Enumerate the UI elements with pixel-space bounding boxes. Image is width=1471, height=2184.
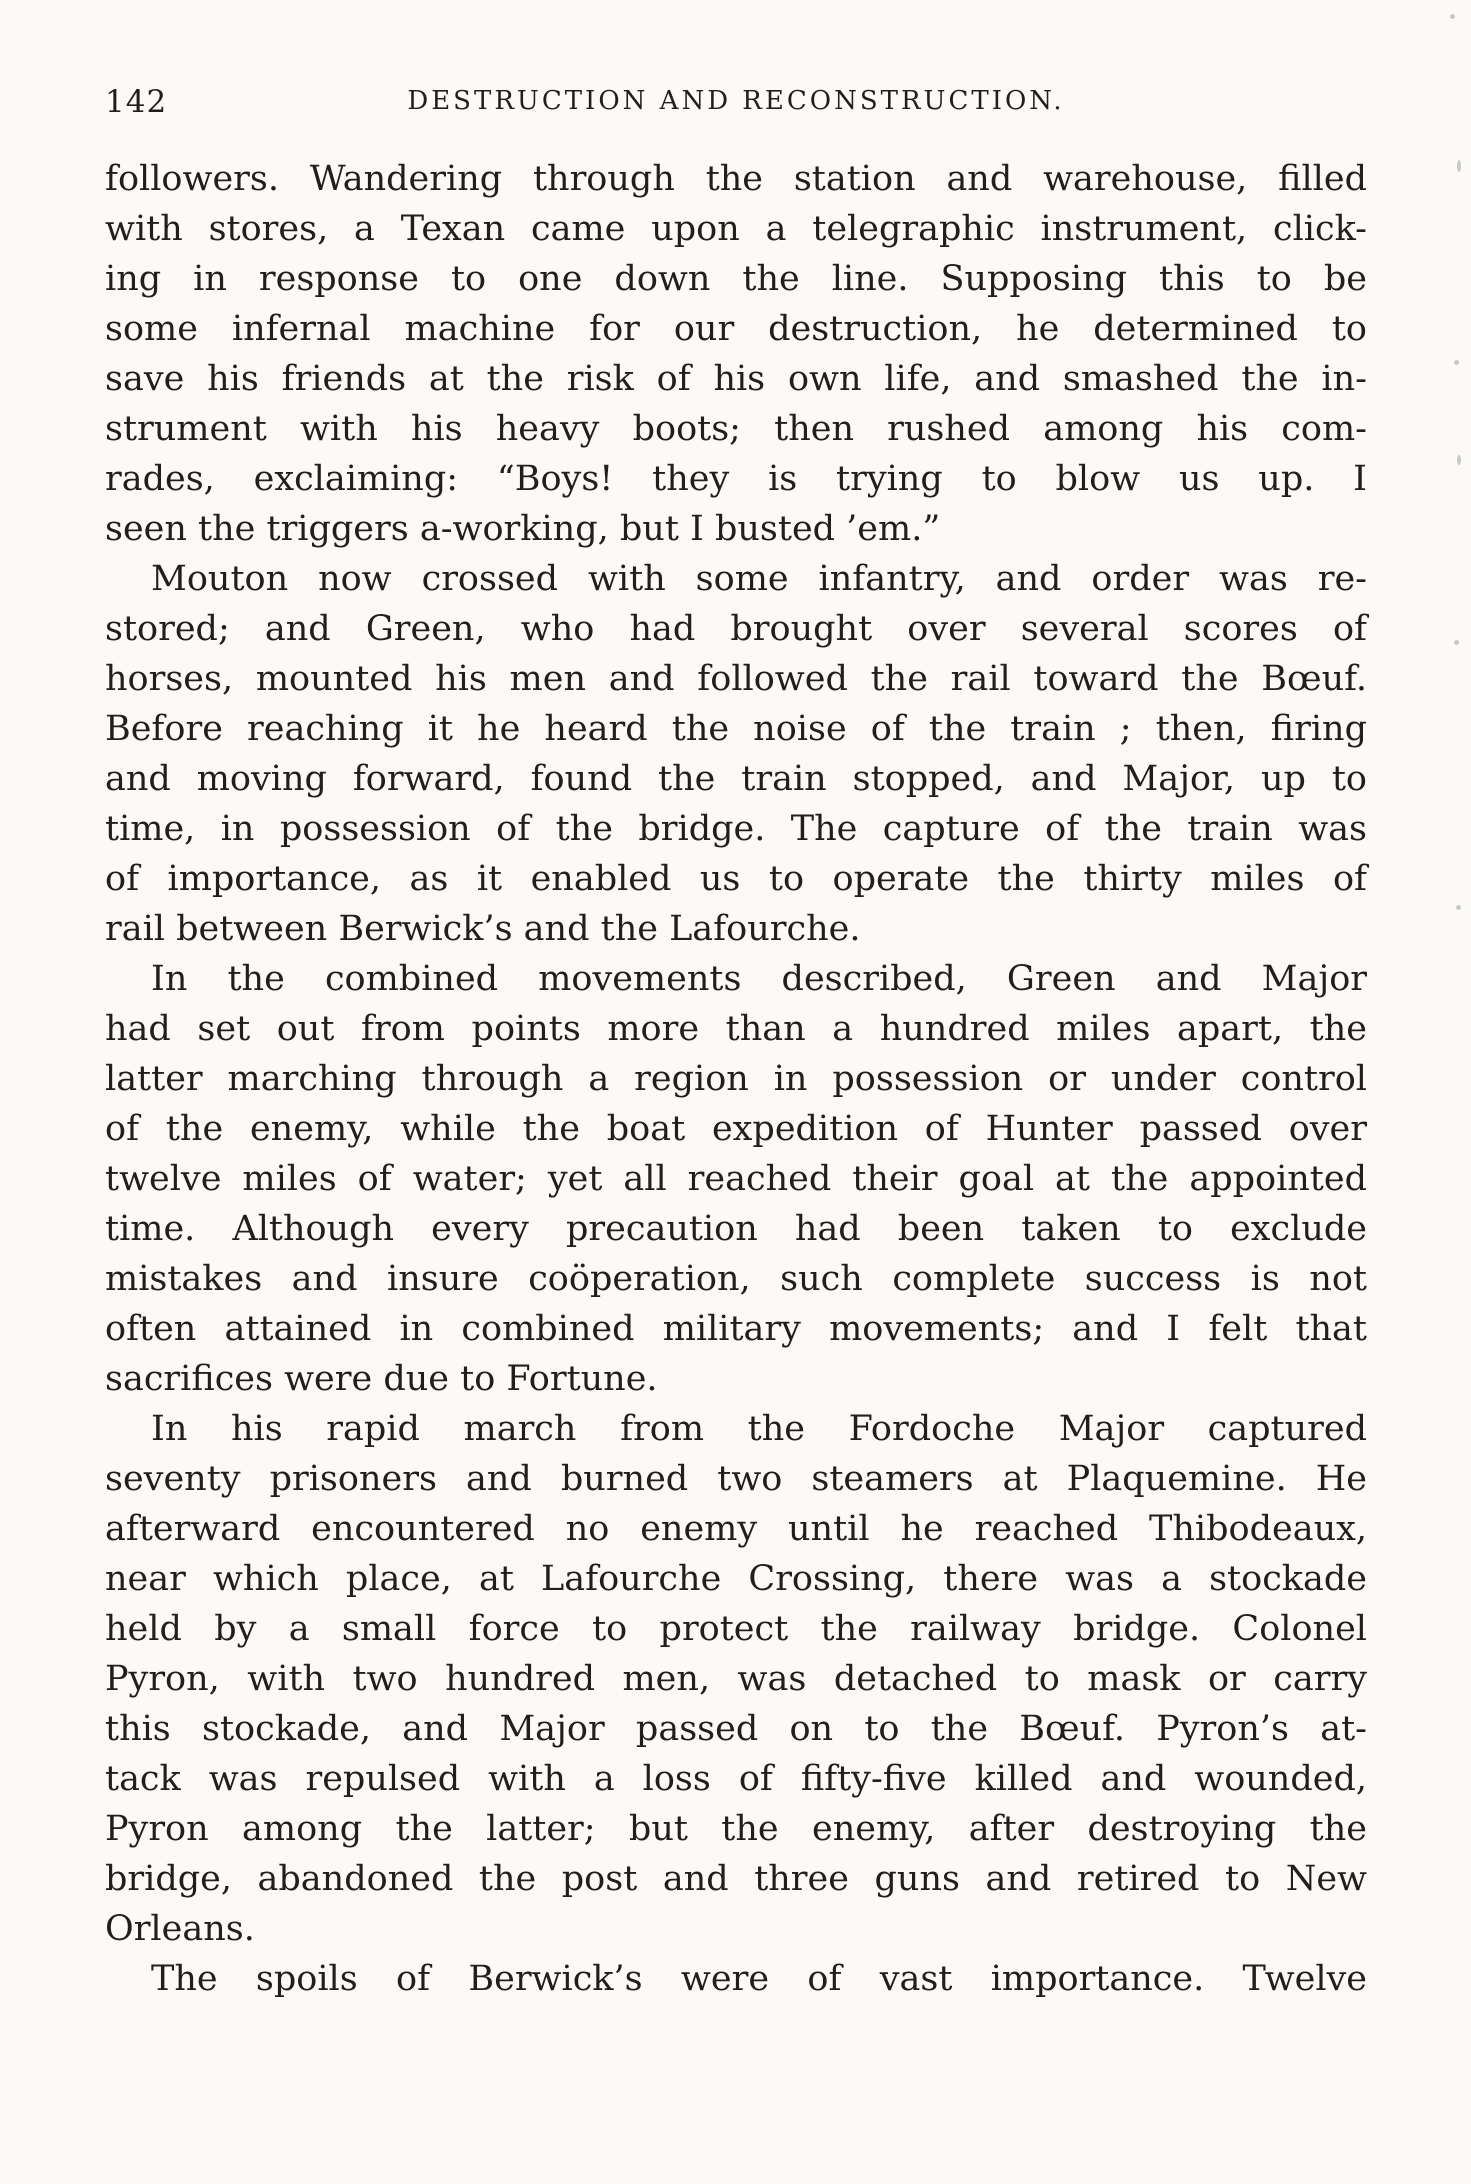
text-line: tack was repulsed with a loss of fifty-five killed and wounded, xyxy=(105,1759,1367,1799)
text-line: The spoils of Berwick’s were of vast importance. Twelve xyxy=(151,1959,1367,1999)
text-line: rades, exclaiming: “Boys! they is trying to blow us up. I xyxy=(105,459,1367,499)
text-line: horses, mounted his men and followed the rail toward the Bœuf. xyxy=(105,659,1367,699)
text-line: save his friends at the risk of his own life, and smashed the in- xyxy=(105,359,1367,399)
text-line: In the combined movements described, Green and Major xyxy=(151,959,1367,999)
text-line: Orleans. xyxy=(105,1909,255,1949)
text-line: mistakes and insure coöperation, such complete success is not xyxy=(105,1259,1367,1299)
text-line: followers. Wandering through the station and warehouse, filled xyxy=(105,159,1367,199)
text-line: of importance, as it enabled us to operate the thirty miles of xyxy=(105,859,1367,899)
text-line: seventy prisoners and burned two steamers at Plaquemine. He xyxy=(105,1459,1367,1499)
text-line: rail between Berwick’s and the Lafourche. xyxy=(105,909,861,949)
text-line: near which place, at Lafourche Crossing, there was a stockade xyxy=(105,1559,1367,1599)
text-line: Pyron, with two hundred men, was detached to mask or carry xyxy=(105,1659,1367,1699)
text-line: some infernal machine for our destruction, he determined to xyxy=(105,309,1367,349)
text-line: had set out from points more than a hundred miles apart, the xyxy=(105,1009,1367,1049)
text-line: Pyron among the latter; but the enemy, after destroying the xyxy=(105,1809,1367,1849)
text-line: with stores, a Texan came upon a telegraphic instrument, click- xyxy=(105,209,1367,249)
text-line: latter marching through a region in possession or under control xyxy=(105,1059,1367,1099)
text-line: time, in possession of the bridge. The capture of the train was xyxy=(105,809,1367,849)
text-line: seen the triggers a-working, but I busted ’em.” xyxy=(105,509,941,549)
text-line: this stockade, and Major passed on to the Bœuf. Pyron’s at- xyxy=(105,1709,1367,1749)
text-line: ing in response to one down the line. Supposing this to be xyxy=(105,259,1367,299)
page-number: 142 xyxy=(105,84,168,120)
text-line: Before reaching it he heard the noise of the train ; then, firing xyxy=(105,709,1367,749)
text-line: sacrifices were due to Fortune. xyxy=(105,1359,658,1399)
page-header xyxy=(105,82,1367,128)
running-title: DESTRUCTION AND RECONSTRUCTION. xyxy=(407,86,1065,116)
text-line: and moving forward, found the train stopped, and Major, up to xyxy=(105,759,1367,799)
text-line: bridge, abandoned the post and three guns and retired to New xyxy=(105,1859,1367,1899)
text-line: time. Although every precaution had been taken to exclude xyxy=(105,1209,1367,1249)
text-line: of the enemy, while the boat expedition of Hunter passed over xyxy=(105,1109,1367,1149)
text-line: stored; and Green, who had brought over several scores of xyxy=(105,609,1367,649)
text-line: held by a small force to protect the railway bridge. Colonel xyxy=(105,1609,1367,1649)
page-body xyxy=(105,154,1367,2004)
text-line: often attained in combined military movements; and I felt that xyxy=(105,1309,1367,1349)
text-line: In his rapid march from the Fordoche Major captured xyxy=(151,1409,1367,1449)
text-line: afterward encountered no enemy until he reached Thibodeaux, xyxy=(105,1509,1367,1549)
text-line: twelve miles of water; yet all reached their goal at the appointed xyxy=(105,1159,1367,1199)
text-line: strument with his heavy boots; then rushed among his com- xyxy=(105,409,1367,449)
text-line: Mouton now crossed with some infantry, and order was re- xyxy=(151,559,1367,599)
